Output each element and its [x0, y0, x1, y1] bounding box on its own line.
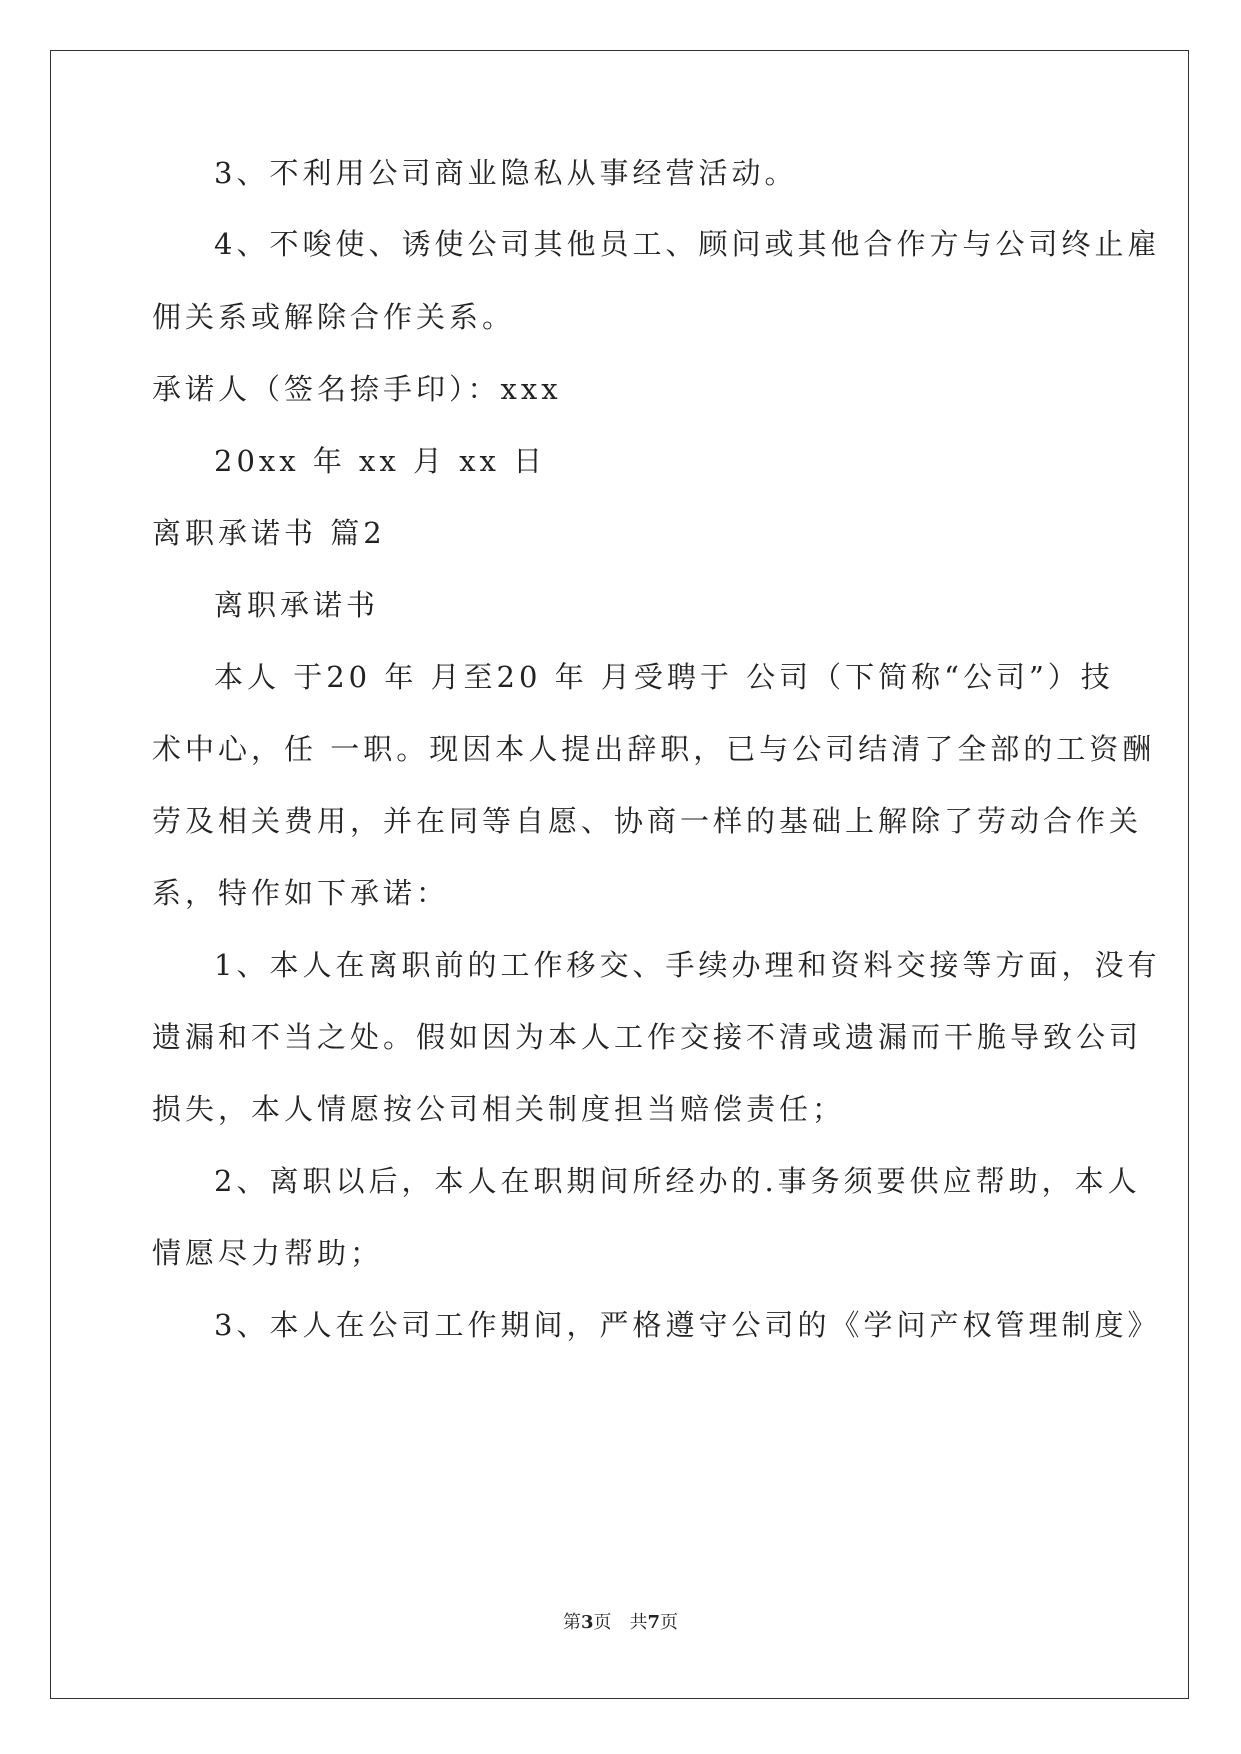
- total-page-number: 7: [647, 1612, 661, 1633]
- paragraph-line: 遗漏和不当之处。假如因为本人工作交接不清或遗漏而干脆导致公司: [152, 1020, 1143, 1054]
- paragraph-line: 1、本人在离职前的工作移交、手续办理和资料交接等方面，没有: [214, 948, 1161, 982]
- paragraph-line: 佣关系或解除合作关系。: [152, 300, 516, 334]
- footer-mid: 页 共: [593, 1612, 648, 1633]
- footer-prefix: 第: [562, 1612, 581, 1633]
- document-title: 离职承诺书: [214, 588, 380, 622]
- current-page-number: 3: [580, 1612, 594, 1633]
- paragraph-line: 4、不唆使、诱使公司其他员工、顾问或其他合作方与公司终止雇: [214, 227, 1161, 261]
- paragraph-line: 3、不利用公司商业隐私从事经营活动。: [214, 156, 798, 190]
- paragraph-line: 术中心，任 一职。现因本人提出辞职，已与公司结清了全部的工资酬: [152, 732, 1156, 766]
- paragraph-line: 2、离职以后，本人在职期间所经办的.事务须要供应帮助，本人: [214, 1164, 1141, 1198]
- paragraph-line: 本人 于20 年 月至20 年 月受聘于 公司（下简称“公司”）技: [214, 660, 1114, 694]
- paragraph-line: 劳及相关费用，并在同等自愿、协商一样的基础上解除了劳动合作关: [152, 804, 1143, 838]
- paragraph-line: 系，特作如下承诺：: [152, 876, 450, 910]
- paragraph-line: 损失，本人情愿按公司相关制度担当赔偿责任；: [152, 1092, 846, 1126]
- footer-suffix: 页: [660, 1612, 679, 1633]
- paragraph-line: 3、本人在公司工作期间，严格遵守公司的《学问产权管理制度》: [214, 1308, 1161, 1342]
- page-footer: [0, 1608, 1241, 1634]
- signature-line: 承诺人（签名捺手印）：xxx: [152, 372, 562, 406]
- date-line: 20xx 年 xx 月 xx 日: [214, 444, 547, 478]
- paragraph-line: 情愿尽力帮助；: [152, 1236, 384, 1270]
- section-heading: 离职承诺书 篇2: [152, 516, 386, 550]
